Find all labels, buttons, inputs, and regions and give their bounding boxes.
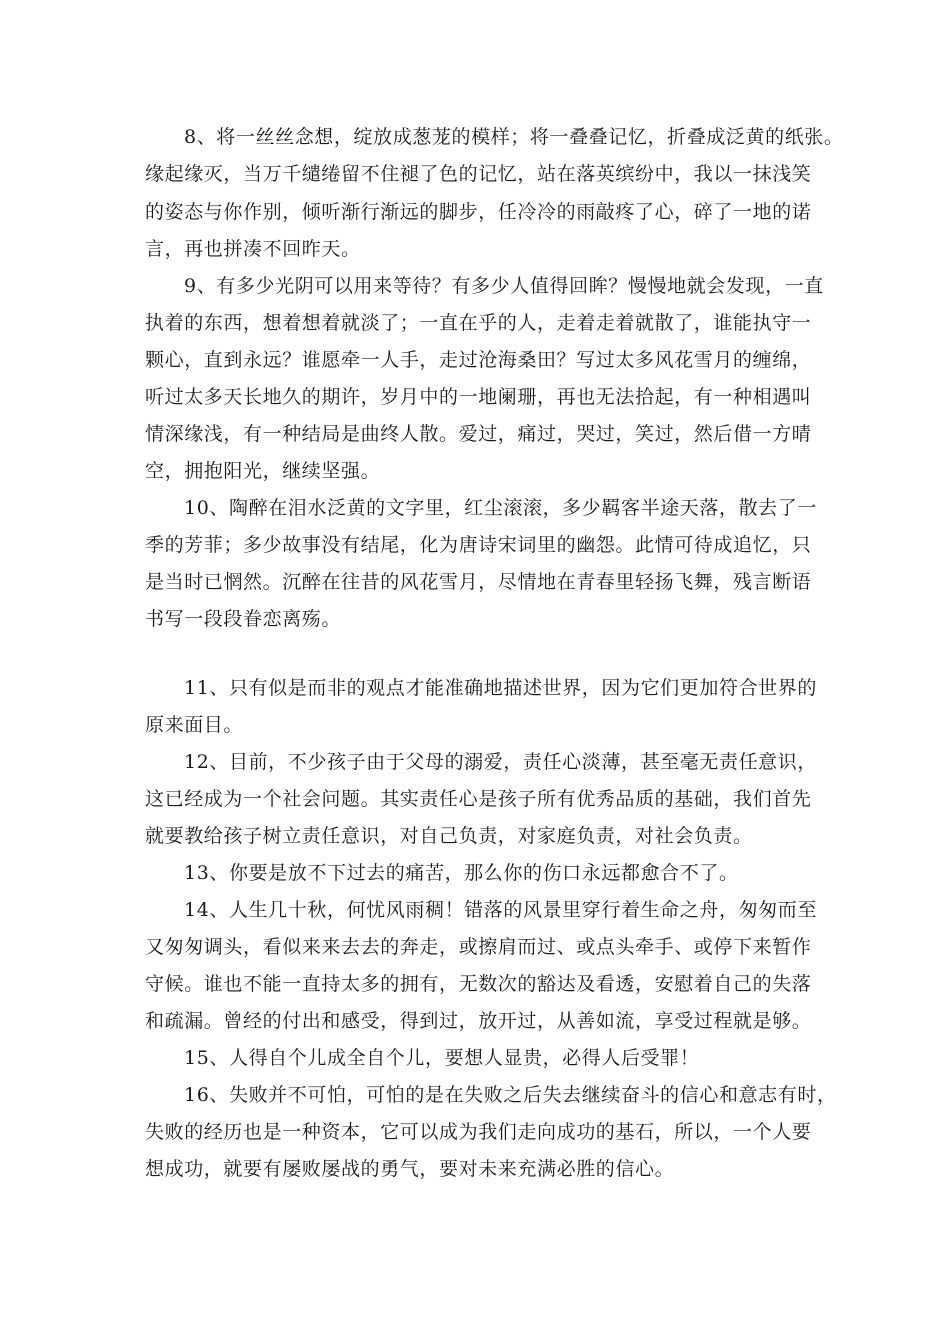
text-line: 言，再也拼凑不回昨天。 [145, 238, 361, 260]
text-line: 14、人生几十秋，何忧风雨稠！错落的风景里穿行着生命之舟，匆匆而至 [184, 899, 817, 921]
text-line: 15、人得自个儿成全自个儿，要想人显贵，必得人后受罪！ [184, 1047, 700, 1069]
text-line: 想成功，就要有屡败屡战的勇气，要对未来充满必胜的信心。 [145, 1158, 675, 1180]
text-line: 季的芳菲；多少故事没有结尾，化为唐诗宋词里的幽怨。此情可待成追忆，只 [145, 534, 812, 556]
text-line: 听过太多天长地久的期许，岁月中的一地阑珊，再也无法拾起，有一种相遇叫 [145, 386, 812, 408]
text-line: 书写一段段眷恋离殇。 [145, 608, 342, 630]
text-line: 原来面目。 [145, 714, 244, 736]
text-line: 就要教给孩子树立责任意识，对自己负责，对家庭负责，对社会负责。 [145, 825, 753, 847]
text-line: 13、你要是放不下过去的痛苦，那么你的伤口永远都愈合不了。 [184, 862, 739, 884]
text-line: 守候。谁也不能一直持太多的拥有，无数次的豁达及看透，安慰着自己的失落 [145, 973, 812, 995]
text-line: 这已经成为一个社会问题。其实责任心是孩子所有优秀品质的基础，我们首先 [145, 788, 812, 810]
text-line: 12、目前，不少孩子由于父母的溺爱，责任心淡薄，甚至毫无责任意识， [184, 751, 817, 773]
text-line: 9、有多少光阴可以用来等待？有多少人值得回眸？慢慢地就会发现，一直 [184, 275, 824, 297]
text-line: 执着的东西，想着想着就淡了；一直在乎的人，走着走着就散了，谁能执守一 [145, 312, 812, 334]
text-line: 缘起缘灭，当万千缱绻留不住褪了色的记忆，站在落英缤纷中，我以一抹浅笑 [145, 163, 812, 185]
text-line: 失败的经历也是一种资本，它可以成为我们走向成功的基石，所以，一个人要 [145, 1121, 812, 1143]
text-line: 10、陶醉在泪水泛黄的文字里，红尘滚滚，多少羁客半途天落，散去了一 [184, 497, 817, 519]
text-line: 颗心，直到永远？谁愿牵一人手，走过沧海桑田？写过太多风花雪月的缠绵， [145, 349, 812, 371]
text-line: 的姿态与你作别，倾听渐行渐远的脚步，任冷冷的雨敲疼了心，碎了一地的诺 [145, 201, 812, 223]
text-line: 空，拥抱阳光，继续坚强。 [145, 460, 381, 482]
text-line: 是当时已惘然。沉醉在往昔的风花雪月，尽情地在青春里轻扬飞舞，残言断语 [145, 571, 812, 593]
text-line: 8、将一丝丝念想，绽放成葱茏的模样；将一叠叠记忆，折叠成泛黄的纸张。 [184, 126, 844, 148]
text-line: 16、失败并不可怕，可怕的是在失败之后失去继续奋斗的信心和意志有时， [184, 1084, 837, 1106]
text-line: 又匆匆调头，看似来来去去的奔走，或擦肩而过、或点头牵手、或停下来暂作 [145, 936, 812, 958]
text-line: 情深缘浅，有一种结局是曲终人散。爱过，痛过，哭过，笑过，然后借一方晴 [145, 423, 812, 445]
text-line: 11、只有似是而非的观点才能准确地描述世界，因为它们更加符合世界的 [184, 677, 817, 699]
text-line: 和疏漏。曾经的付出和感受，得到过，放开过，从善如流，享受过程就是够。 [145, 1010, 812, 1032]
